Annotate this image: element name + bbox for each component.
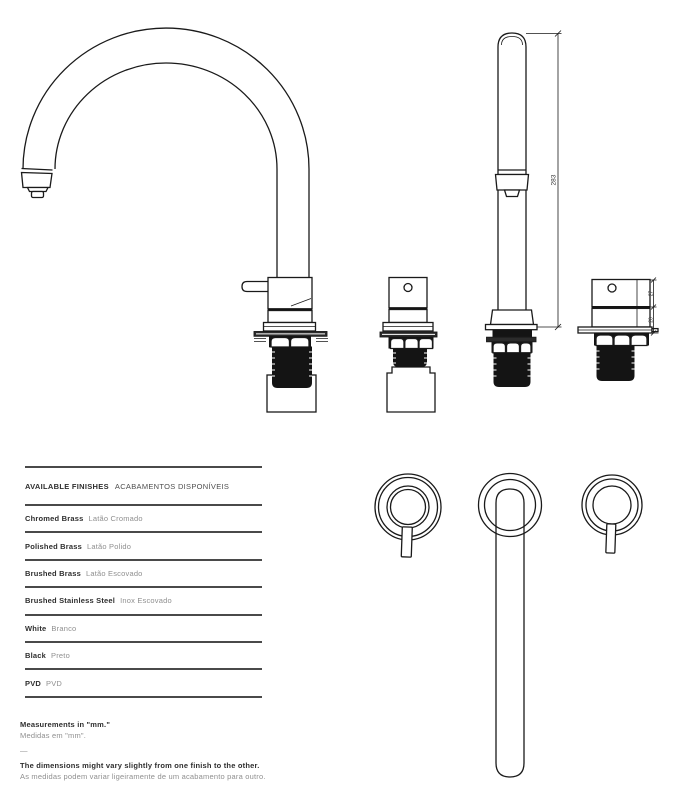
spout-top-view <box>479 474 542 778</box>
finish-name-pt: Preto <box>51 651 70 661</box>
handle-top-view-right <box>582 475 642 553</box>
finish-row-black <box>25 643 262 670</box>
spout-height-dimension <box>526 31 562 331</box>
finish-name-en: Brushed Stainless Steel <box>25 596 116 606</box>
footnotes <box>20 719 266 782</box>
finishes-header <box>25 468 262 506</box>
finish-row-chromed-brass <box>25 506 262 533</box>
spout-height-label: 283 <box>550 174 558 186</box>
handle-lower-dimension-label: 20 <box>648 317 655 323</box>
finish-row-white <box>25 616 262 643</box>
finish-name-pt: Latão Polido <box>87 541 132 551</box>
handle-side-view <box>578 280 658 382</box>
finish-row-pvd <box>25 670 262 697</box>
finish-name-pt: Latão Cromado <box>88 514 143 524</box>
plan-views <box>355 455 686 800</box>
finish-name-en: White <box>25 623 47 633</box>
measurements-note-pt: Medidas em "mm". <box>20 731 87 740</box>
finish-row-brushed-brass <box>25 561 262 588</box>
handle-top-view-left <box>375 474 441 557</box>
variance-note-en: The dimensions might vary slightly from one finish to the other. <box>20 761 260 770</box>
finish-name-pt: Branco <box>51 623 77 633</box>
available-finishes-table <box>25 466 262 698</box>
finish-name-en: Brushed Brass <box>25 568 81 578</box>
finish-name-pt: PVD <box>46 678 63 688</box>
notes-separator: — <box>20 746 28 755</box>
finish-name-pt: Inox Escovado <box>120 596 172 606</box>
finish-name-en: PVD <box>25 678 42 688</box>
finish-name-pt: Latão Escovado <box>85 568 143 578</box>
finishes-header-en: AVAILABLE FINISHES <box>25 481 109 491</box>
handle-front-view <box>380 278 437 413</box>
finish-row-brushed-stainless-steel <box>25 588 262 615</box>
finish-name-en: Polished Brass <box>25 541 82 551</box>
finish-row-polished-brass <box>25 533 262 560</box>
spout-front-view <box>486 33 538 387</box>
handle-upper-dimension-label: 27 <box>648 290 655 297</box>
faucet-side-view <box>22 28 329 412</box>
variance-note-pt: As medidas podem variar ligeiramente de um acabamento para outro. <box>20 772 266 781</box>
finish-name-en: Chromed Brass <box>25 514 84 524</box>
measurements-note-en: Measurements in "mm." <box>20 720 111 729</box>
finishes-header-pt: ACABAMENTOS DISPONÍVEIS <box>114 481 230 491</box>
finish-name-en: Black <box>25 651 47 661</box>
